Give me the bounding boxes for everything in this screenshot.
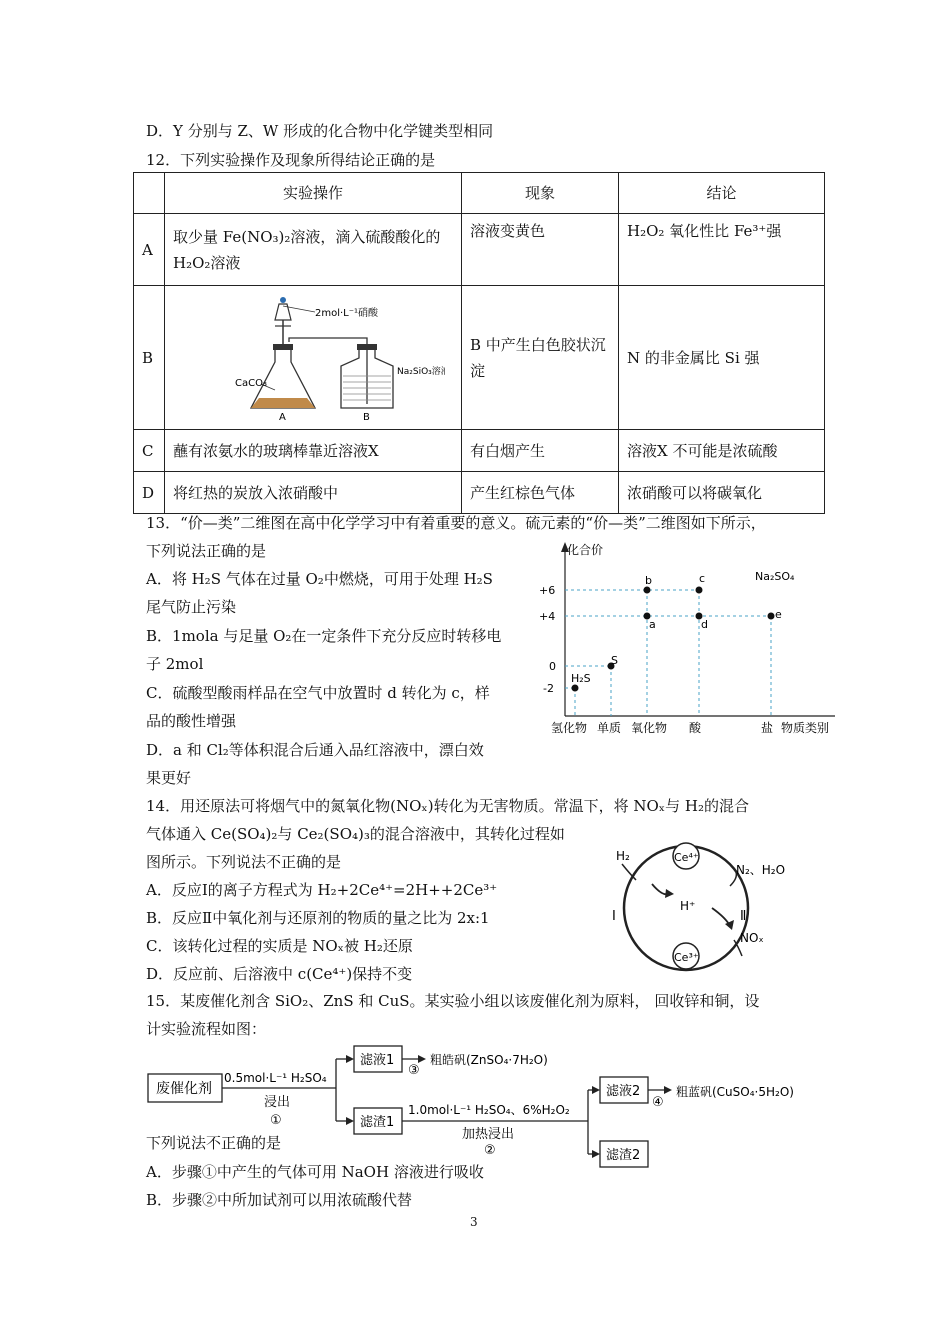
acid-label: 2mol·L⁻¹硝酸 [315,308,379,319]
q13-option-c-cont: 品的酸性增强 [146,712,237,730]
filtrate2-label: 滤液2 [606,1084,641,1099]
valence-class-chart [535,538,845,738]
q11-option-d: D．Y 分别与 Z、W 形成的化合物中化学键类型相同 [146,122,494,140]
filtrate1-label: 滤液1 [360,1053,395,1068]
row-phenomenon: 有白烟产生 [462,430,619,472]
table-row [134,214,825,286]
flask-a-label: A [279,412,286,421]
nox-label: NOₓ [740,931,764,945]
y-tick: +6 [539,584,556,597]
q13-option-d-cont: 果更好 [146,769,192,787]
reagent1-label: 0.5mol·L⁻¹ H₂SO₄ [224,1071,327,1085]
hplus-label: H⁺ [680,899,696,913]
q12-table [133,172,825,514]
point-label: H₂S [571,672,591,685]
apparatus-diagram [165,286,445,421]
product1-label: 粗皓矾(ZnSO₄·7H₂O) [430,1053,548,1067]
point-label: e [775,608,782,621]
row-phenomenon: B 中产生白色胶状沉淀 [462,286,619,430]
num2-label: ② [484,1143,496,1158]
x-category: 氧化物 [631,721,668,735]
table-row [134,472,825,514]
x-axis-label: 物质类别 [781,721,830,735]
point-b [644,587,651,594]
x-category: 单质 [597,721,622,735]
row-phenomenon: 溶液变黄色 [462,214,619,286]
q13-option-b-cont: 子 2mol [146,655,204,673]
point-h2s [572,685,579,692]
redox-cycle-diagram [600,838,810,976]
q15-stem-1: 15．某废催化剂含 SiO₂、ZnS 和 CuS。某实验小组以该废催化剂为原料， 回收锌和铜，设 [146,992,760,1010]
q14-stem-2: 气体通入 Ce(SO₄)₂与 Ce₂(SO₄)₃的混合溶液中，其转化过程如 [146,825,565,843]
apparatus-cell [165,286,462,430]
x-category: 盐 [761,721,774,735]
row-label: B [134,286,165,430]
header-conclusion: 结论 [619,173,825,214]
q14-stem-3: 图所示。下列说法不正确的是 [146,853,342,871]
flask-b-label: B [363,412,370,421]
q15-option-b: B．步骤②中所加试剂可以用浓硫酸代替 [146,1191,413,1209]
h2-label: H₂ [616,849,630,863]
num3-label: ③ [408,1063,420,1078]
point-label: Na₂SO₄ [755,570,795,583]
point-label: S [611,654,618,667]
table-row [134,430,825,472]
row-conclusion: N 的非金属比 Si 强 [619,286,825,430]
y-tick: 0 [549,660,556,673]
q14-stem-1: 14．用还原法可将烟气中的氮氧化物(NOₓ)转化为无害物质。常温下，将 NOₓ与 H₂的混合 [146,797,749,815]
y-tick: -2 [543,682,554,695]
residue2-label: 滤渣2 [606,1148,641,1163]
product2-label: 粗蓝矾(CuSO₄·5H₂O) [676,1085,794,1099]
num1-label: ① [270,1113,282,1128]
q15-option-a: A．步骤①中产生的气体可用 NaOH 溶液进行吸收 [146,1163,484,1181]
page-number: 3 [470,1215,478,1229]
q13-option-a: A．将 H₂S 气体在过量 O₂中燃烧，可用于处理 H₂S [146,570,493,588]
ce3-label: Ce³⁺ [674,951,699,964]
q15-stem-2: 计实验流程如图： [146,1020,267,1038]
q14-option-b: B．反应Ⅱ中氧化剂与还原剂的物质的量之比为 2x:1 [146,909,490,927]
row-label: A [134,214,165,286]
row-conclusion: 浓硝酸可以将碳氧化 [619,472,825,514]
solid-label: CaCO₃ [235,378,267,389]
point-label: d [701,618,708,631]
row-label: C [134,430,165,472]
step2-label: 加热浸出 [462,1127,515,1142]
reagent2-label: 1.0mol·L⁻¹ H₂SO₄、6%H₂O₂ [408,1103,570,1117]
q13-option-a-cont: 尾气防止污染 [146,598,237,616]
header-phenomenon: 现象 [462,173,619,214]
num4-label: ④ [652,1095,664,1110]
point-label: b [645,574,652,587]
y-axis-label: 化合价 [567,543,604,557]
q13-option-d: D．a 和 Cl₂等体积混合后通入品红溶液中，漂白效 [146,741,484,759]
q13-stem-1: 13．“价—类”二维图在高中化学学习中有着重要的意义。硫元素的“价—类”二维图如下所示， [146,514,766,532]
row-conclusion: 溶液X 不可能是浓硫酸 [619,430,825,472]
start-label: 废催化剂 [156,1081,212,1097]
point-c [696,587,703,594]
q14-option-c: C．该转化过程的实质是 NOₓ被 H₂还原 [146,937,413,955]
point-e [768,613,775,620]
q12-stem: 12．下列实验操作及现象所得结论正确的是 [146,151,436,169]
point-label: a [649,618,656,631]
table-row [134,286,825,430]
row-operation: 取少量 Fe(NO₃)₂溶液，滴入硫酸酸化的 H₂O₂溶液 [165,214,462,286]
solution-label: Na₂SiO₃溶液 [397,367,445,377]
q13-option-c: C．硫酸型酸雨样品在空气中放置时 d 转化为 c，样 [146,684,490,702]
header-operation: 实验操作 [165,173,462,214]
row-phenomenon: 产生红棕色气体 [462,472,619,514]
residue1-label: 滤渣1 [360,1115,395,1130]
row-operation: 蘸有浓氨水的玻璃棒靠近溶液X [165,430,462,472]
step1-label: 浸出 [264,1095,291,1110]
row-conclusion: H₂O₂ 氧化性比 Fe³⁺强 [619,214,825,286]
products-label: N₂、H₂O [736,863,786,877]
reaction-2-label: Ⅱ [740,909,747,924]
q14-option-d: D．反应前、后溶液中 c(Ce⁴⁺)保持不变 [146,965,413,983]
x-category: 氢化物 [551,721,588,735]
row-operation: 将红热的炭放入浓硝酸中 [165,472,462,514]
q13-stem-2: 下列说法正确的是 [146,542,267,560]
q15-stem-3: 下列说法不正确的是 [146,1134,282,1152]
x-category: 酸 [689,721,702,735]
y-tick: +4 [539,610,556,623]
header-blank [134,173,165,214]
ce4-label: Ce⁴⁺ [674,851,699,864]
q13-option-b: B．1mola 与足量 O₂在一定条件下充分反应时转移电 [146,627,502,645]
reaction-1-label: Ⅰ [612,909,616,924]
q14-option-a: A．反应Ⅰ的离子方程式为 H₂+2Ce⁴⁺=2H++2Ce³⁺ [146,881,498,899]
point-label: c [699,572,706,585]
row-label: D [134,472,165,514]
